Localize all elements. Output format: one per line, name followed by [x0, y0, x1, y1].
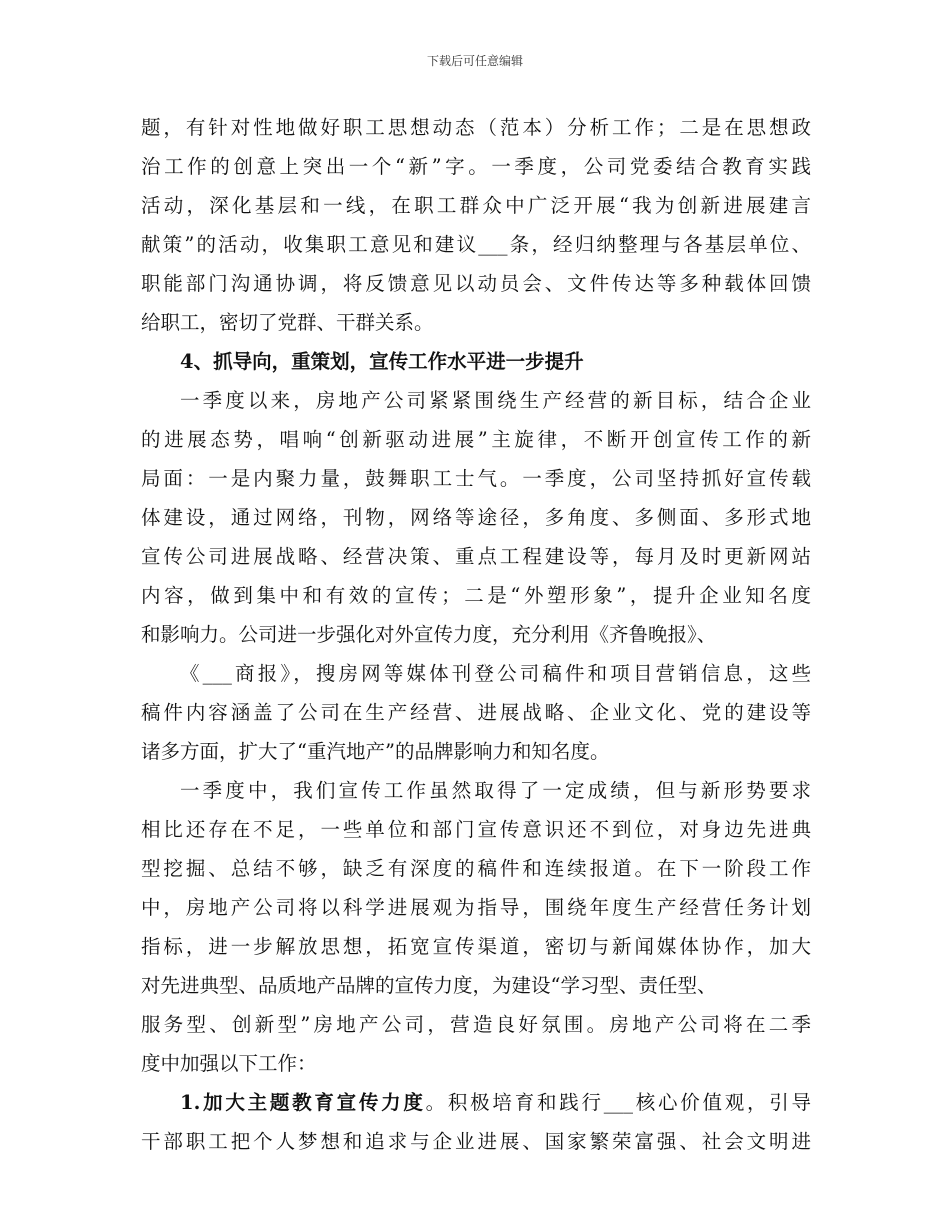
body-line: 稿件内容涵盖了公司在生产经营、进展战略、企业文化、党的建设等: [141, 701, 811, 724]
body-line: 内容，做到集中和有效的宣传；二是“外塑形象”，提升企业知名度: [141, 584, 811, 607]
item-text: 。积极培育和践行___核心价值观，引导: [425, 1091, 811, 1114]
body-line: 对先进典型、品质地产品牌的宣传力度，为建设“学习型、责任型、: [141, 974, 717, 997]
body-line: 题，有针对性地做好职工思想动态（范本）分析工作；二是在思想政: [141, 116, 811, 139]
body-line: 给职工，密切了党群、干群关系。: [141, 311, 434, 334]
body-line: 度中加强以下工作：: [141, 1052, 317, 1075]
section-heading: 4、抓导向，重策划，宣传工作水平进一步提升: [180, 350, 584, 373]
body-line: 的进展态势，唱响“创新驱动进展”主旋律，不断开创宣传工作的新: [141, 428, 811, 451]
body-line: 治工作的创意上突出一个“新”字。一季度，公司党委结合教育实践: [141, 155, 811, 178]
body-line: 体建设，通过网络，刊物，网络等途径，多角度、多侧面、多形式地: [141, 506, 811, 529]
item-title: 1.加大主题教育宣传力度: [180, 1091, 426, 1114]
body-line: 宣传公司进展战略、经营决策、重点工程建设等，每月及时更新网站: [141, 545, 811, 568]
page-header: 下载后可任意编辑: [426, 54, 523, 68]
body-line: 局面：一是内聚力量，鼓舞职工士气。一季度，公司坚持抓好宣传载: [141, 467, 811, 490]
body-line: 和影响力。公司进一步强化对外宣传力度，充分利用《齐鲁晚报》、: [141, 623, 717, 646]
body-line: 一季度以来，房地产公司紧紧围绕生产经营的新目标，结合企业: [180, 389, 811, 412]
document-body: [141, 108, 811, 1161]
body-line: 诸多方面，扩大了“重汽地产”的品牌影响力和知名度。: [141, 740, 610, 763]
body-line: 一季度中，我们宣传工作虽然取得了一定成绩，但与新形势要求: [180, 779, 811, 802]
body-line: 职能部门沟通协调，将反馈意见以动员会、文件传达等多种载体回馈: [141, 272, 811, 295]
body-line: 型挖掘、总结不够，缺乏有深度的稿件和连续报道。在下一阶段工作: [141, 857, 811, 880]
body-line: 服务型、创新型”房地产公司，营造良好氛围。房地产公司将在二季: [141, 1013, 811, 1036]
body-line: 指标，进一步解放思想，拓宽宣传渠道，密切与新闻媒体协作，加大: [141, 935, 811, 958]
body-line: 干部职工把个人梦想和追求与企业进展、国家繁荣富强、社会文明进: [141, 1130, 811, 1153]
body-line: 中，房地产公司将以科学进展观为指导，围绕年度生产经营任务计划: [141, 896, 811, 919]
body-line: 相比还存在不足，一些单位和部门宣传意识还不到位，对身边先进典: [141, 818, 811, 841]
body-line: 献策”的活动，收集职工意见和建议___条，经归纳整理与各基层单位、: [141, 233, 811, 256]
body-line: 《___商报》，搜房网等媒体刊登公司稿件和项目营销信息，这些: [180, 662, 811, 685]
body-line: 活动，深化基层和一线，在职工群众中广泛开展“我为创新进展建言: [141, 194, 811, 217]
numbered-item: [141, 1083, 811, 1122]
